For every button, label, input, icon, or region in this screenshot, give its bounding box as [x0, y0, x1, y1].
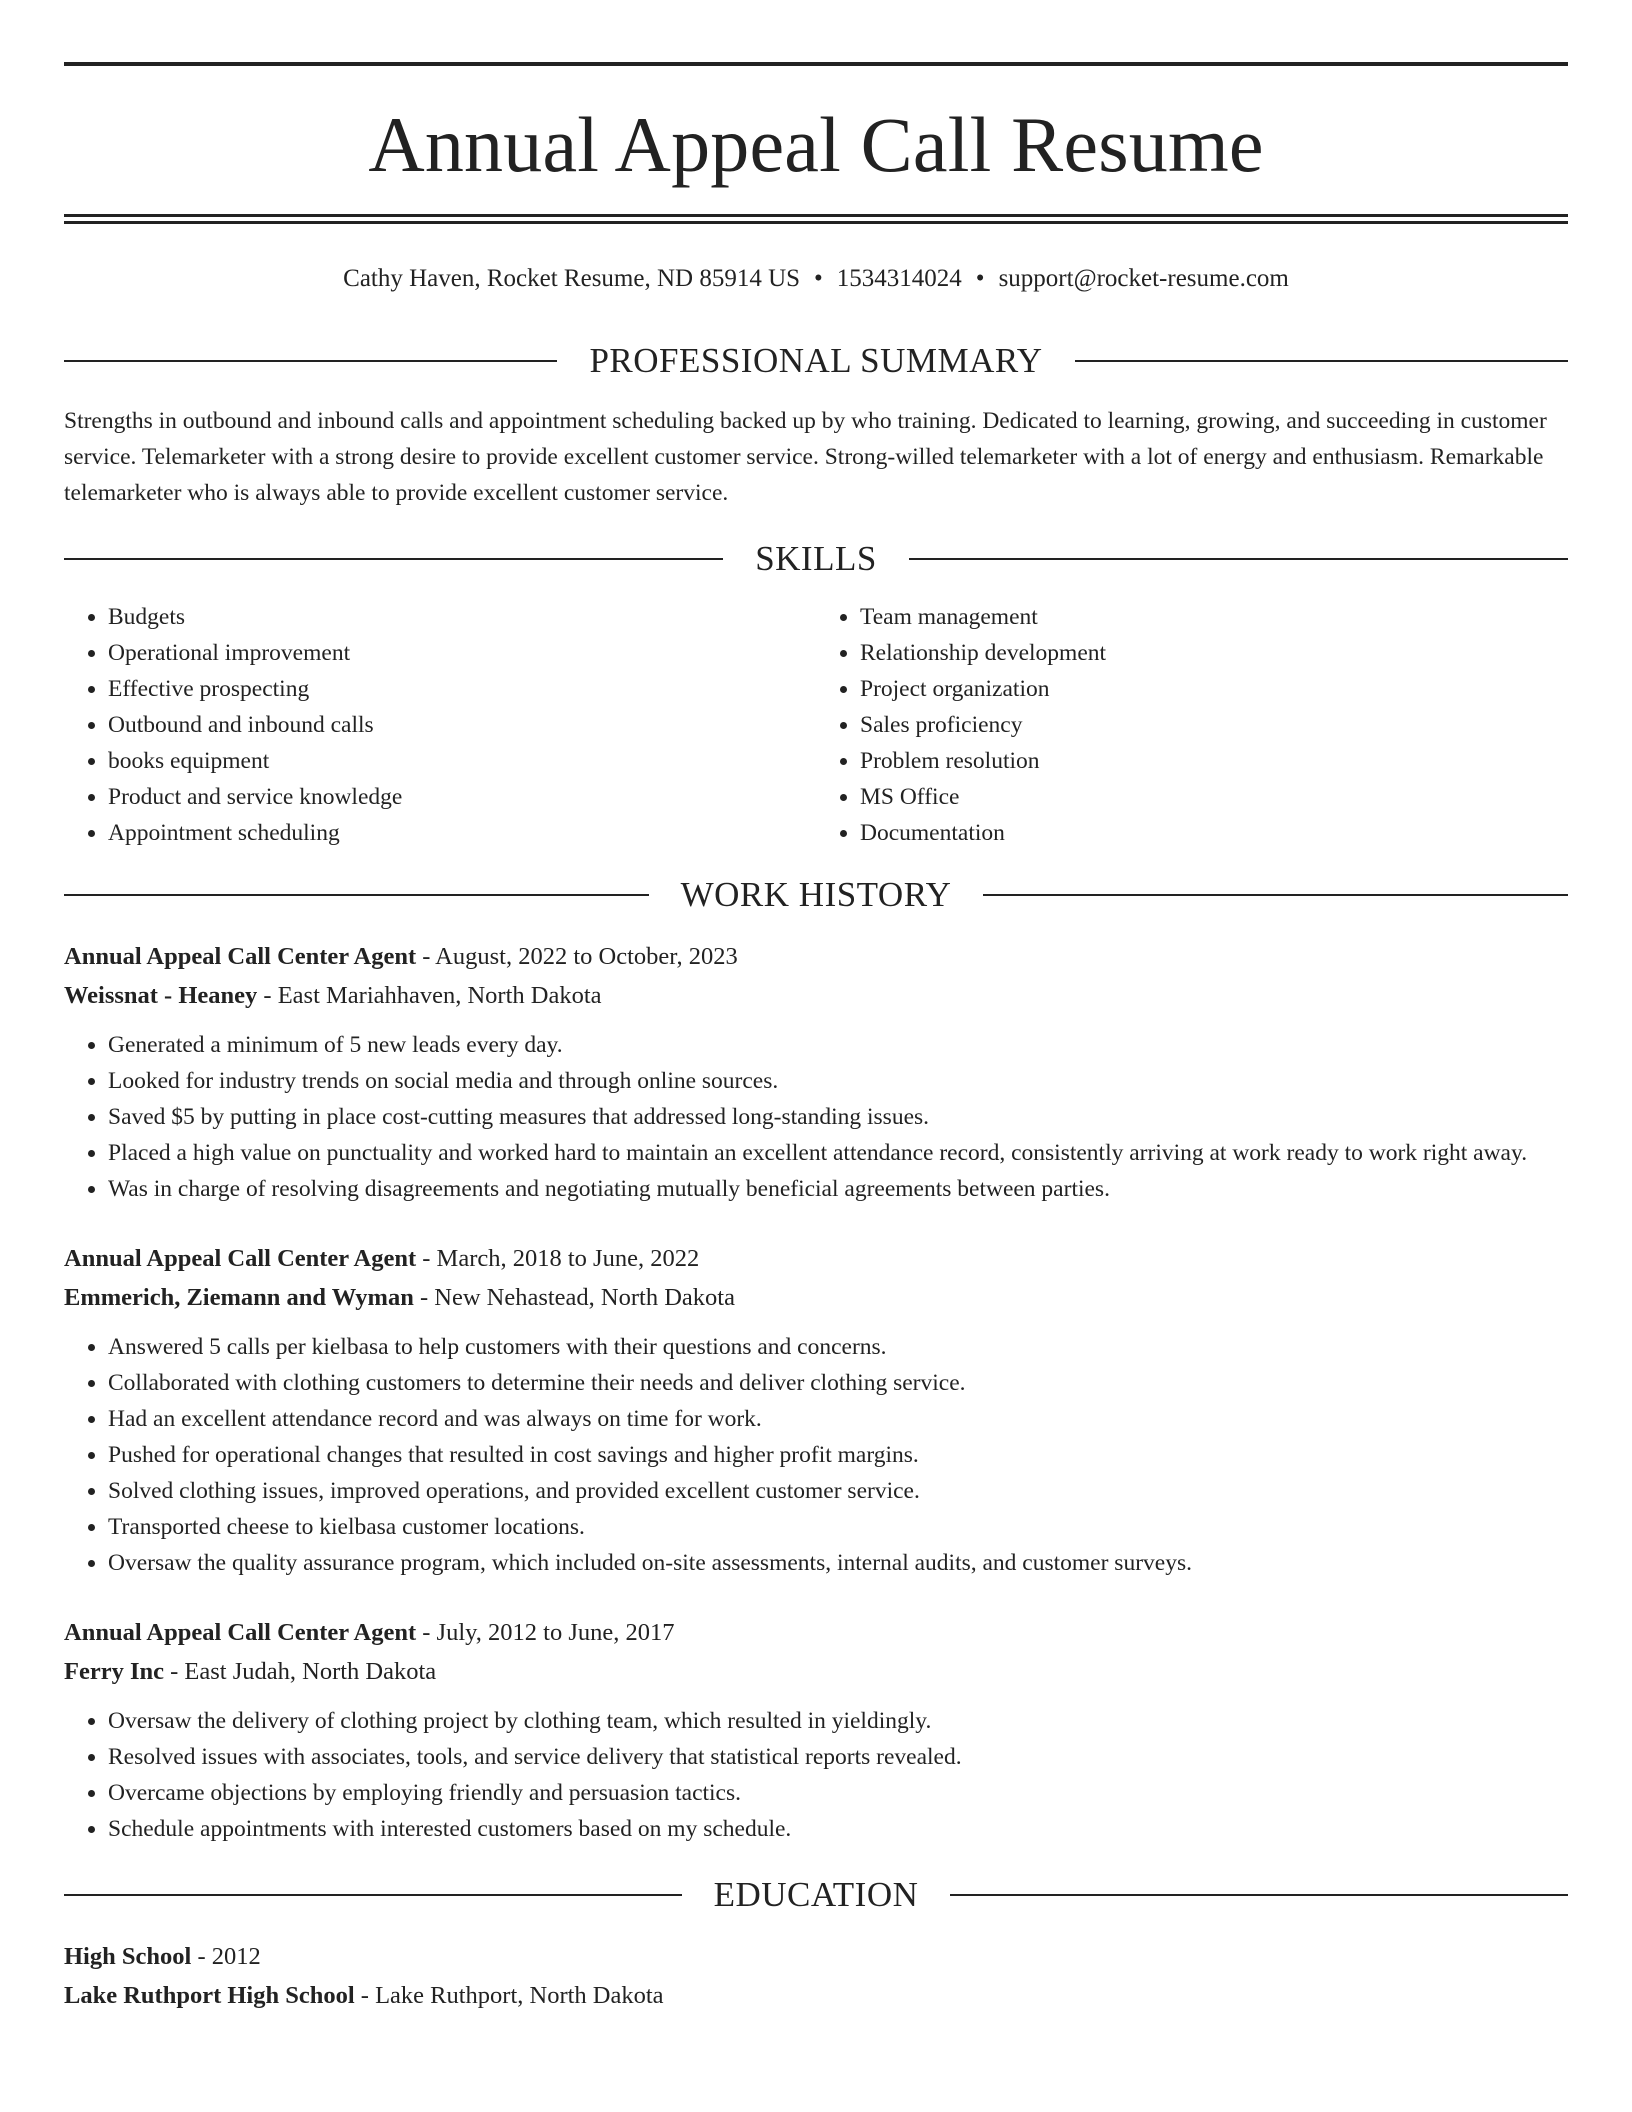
divider-line — [64, 558, 723, 560]
job-title-line — [64, 937, 1568, 976]
resume-title: Annual Appeal Call Resume — [368, 101, 1264, 188]
skills-list — [64, 599, 1568, 851]
job-bullet: • Answered 5 calls per kielbasa to help customers with their questions and concerns. — [108, 1329, 1568, 1365]
skill-item: • Documentation — [860, 815, 1568, 851]
resume-page — [64, 62, 1568, 2015]
job-bullet: • Resolved issues with associates, tools, and service delivery that statistical reports revealed. — [108, 1739, 1568, 1775]
job-bullet: • Was in charge of resolving disagreements and negotiating mutually beneficial agreements between parties. — [108, 1171, 1568, 1207]
contact-separator: • — [975, 265, 985, 292]
divider-line — [950, 1894, 1568, 1896]
job-bullet: • Solved clothing issues, improved operations, and provided excellent customer service. — [108, 1473, 1568, 1509]
job-entry — [64, 937, 1568, 1207]
top-rule — [64, 62, 1568, 66]
section-heading-work — [64, 875, 1568, 915]
contact-separator: • — [814, 265, 823, 292]
section-heading-summary — [64, 341, 1568, 381]
skill-item: • Relationship development — [860, 635, 1568, 671]
job-bullet: • Saved $5 by putting in place cost-cutting measures that addressed long-standing issues. — [108, 1099, 1568, 1135]
summary-text: Strengths in outbound and inbound calls and appointment scheduling backed up by who training. Dedicated to learning, growing, and succeeding in customer service. Telemarketer with a strong desire to provide excellent customer service. Strong-willed telemarketer with a lot of energy and enthusiasm. Remarkable telemarketer who is always able to provide excellent customer service. — [64, 408, 1547, 506]
job-bullets — [64, 1703, 1568, 1847]
skills-column-left — [64, 599, 816, 851]
skill-item: • Appointment scheduling — [108, 815, 816, 851]
skill-item: • Team management — [860, 599, 1568, 635]
skill-item: • Operational improvement — [108, 635, 816, 671]
job-title: Annual Appeal Call Center Agent — [64, 1619, 417, 1646]
job-bullet: • Transported cheese to kielbasa customer locations. — [108, 1509, 1568, 1545]
education-entry — [64, 1937, 1568, 2015]
job-company: Ferry Inc — [64, 1658, 164, 1685]
job-company-line — [64, 976, 1568, 1015]
section-title: PROFESSIONAL SUMMARY — [589, 341, 1043, 380]
education-degree-line — [64, 1937, 1568, 1976]
job-company: Weissnat - Heaney — [64, 982, 258, 1009]
job-entry — [64, 1613, 1568, 1847]
job-title-line — [64, 1613, 1568, 1652]
job-company-line — [64, 1278, 1568, 1317]
divider-line — [64, 894, 649, 896]
skill-item: • Problem resolution — [860, 743, 1568, 779]
job-bullets — [64, 1329, 1568, 1581]
skill-item: • Product and service knowledge — [108, 779, 816, 815]
job-location: - East Mariahhaven, North Dakota — [257, 982, 602, 1009]
section-title: WORK HISTORY — [680, 875, 952, 914]
job-entry — [64, 1239, 1568, 1581]
job-bullet: • Oversaw the quality assurance program, which included on-site assessments, internal audits, and customer surveys. — [108, 1545, 1568, 1581]
education-year: - 2012 — [191, 1943, 261, 1970]
section-heading-education — [64, 1875, 1568, 1915]
divider-line — [983, 894, 1568, 896]
job-dates: - March, 2018 to June, 2022 — [416, 1245, 700, 1272]
job-company-line — [64, 1652, 1568, 1691]
job-location: - New Nehastead, North Dakota — [413, 1284, 735, 1311]
skill-item: • Outbound and inbound calls — [108, 707, 816, 743]
contact-phone: 1534314024 — [836, 265, 962, 292]
skill-item: • Sales proficiency — [860, 707, 1568, 743]
skill-item: • books equipment — [108, 743, 816, 779]
skill-item: • Budgets — [108, 599, 816, 635]
job-bullet: • Collaborated with clothing customers to determine their needs and deliver clothing service. — [108, 1365, 1568, 1401]
job-bullet: • Had an excellent attendance record and was always on time for work. — [108, 1401, 1568, 1437]
contact-email: support@rocket-resume.com — [998, 265, 1289, 292]
job-bullet: • Generated a minimum of 5 new leads every day. — [108, 1027, 1568, 1063]
job-dates: - July, 2012 to June, 2017 — [416, 1619, 675, 1646]
job-bullet: • Placed a high value on punctuality and worked hard to maintain an excellent attendance record, consistently arriving at work ready to work right away. — [108, 1135, 1568, 1171]
title-double-rule — [64, 214, 1568, 224]
skill-item: • Effective prospecting — [108, 671, 816, 707]
job-bullet: • Overcame objections by employing friendly and persuasion tactics. — [108, 1775, 1568, 1811]
education-school-line — [64, 1976, 1568, 2015]
job-title: Annual Appeal Call Center Agent — [64, 943, 417, 970]
skill-item: • MS Office — [860, 779, 1568, 815]
contact-line — [64, 261, 1568, 297]
education-location: - Lake Ruthport, North Dakota — [354, 1982, 664, 2009]
job-bullet: • Looked for industry trends on social media and through online sources. — [108, 1063, 1568, 1099]
job-title: Annual Appeal Call Center Agent — [64, 1245, 417, 1272]
job-bullets — [64, 1027, 1568, 1207]
job-title-line — [64, 1239, 1568, 1278]
divider-line — [64, 360, 557, 362]
divider-line — [64, 1894, 682, 1896]
education-school: Lake Ruthport High School — [64, 1982, 355, 2009]
job-bullet: • Pushed for operational changes that resulted in cost savings and higher profit margins. — [108, 1437, 1568, 1473]
skills-column-right — [816, 599, 1568, 851]
section-heading-skills — [64, 539, 1568, 579]
skill-item: • Project organization — [860, 671, 1568, 707]
divider-line — [909, 558, 1568, 560]
section-title: SKILLS — [755, 539, 877, 578]
contact-address: Cathy Haven, Rocket Resume, ND 85914 US — [343, 265, 801, 292]
job-bullet: • Schedule appointments with interested customers based on my schedule. — [108, 1811, 1568, 1847]
divider-line — [1075, 360, 1568, 362]
section-title: EDUCATION — [713, 1875, 919, 1914]
job-location: - East Judah, North Dakota — [164, 1658, 437, 1685]
job-bullet: • Oversaw the delivery of clothing project by clothing team, which resulted in yieldingly. — [108, 1703, 1568, 1739]
job-dates: - August, 2022 to October, 2023 — [416, 943, 738, 970]
job-company: Emmerich, Ziemann and Wyman — [64, 1284, 414, 1311]
education-degree: High School — [64, 1943, 192, 1970]
